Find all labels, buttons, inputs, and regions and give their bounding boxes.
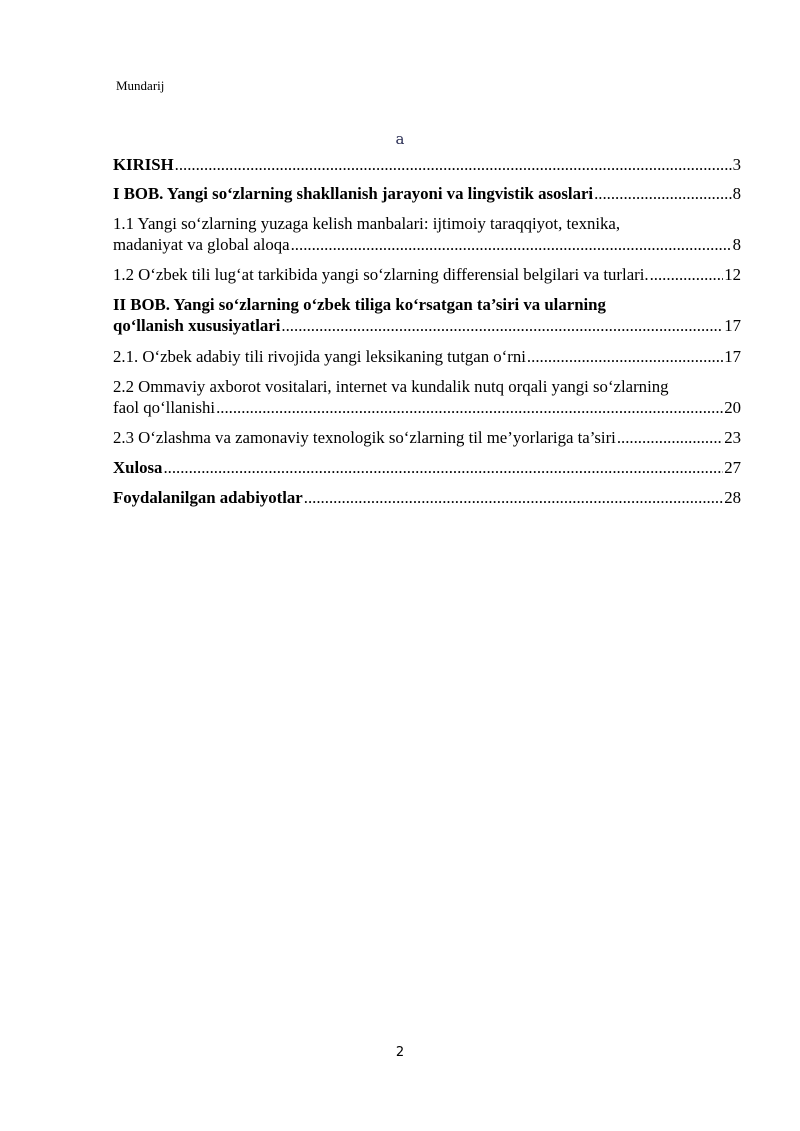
dot-leader [650,264,724,285]
toc-entry-page: 12 [724,265,741,284]
toc-entry-page: 27 [724,458,741,477]
toc-entry-title-line: 1.1 Yangi so‘zlarning yuzaga kelish manbalari: ijtimoiy taraqqiyot, texnika, [113,214,621,233]
toc-entry-title: 1.2 O‘zbek tili lug‘at tarkibida yangi so‘zlarning differensial belgilari va turlari. [113,265,649,284]
dot-leader [175,154,732,175]
toc-entry-page: 8 [732,235,741,254]
toc-entry-page: 17 [724,347,741,366]
toc-heading: a [395,130,405,148]
toc-entry-page: 28 [724,488,741,507]
toc-entry-title-line: II BOB. Yangi so‘zlarning o‘zbek tiliga ko‘rsatgan ta’siri va ularning [113,295,606,314]
toc-entry-title: Foydalanilgan adabiyotlar [113,488,303,507]
toc-entry-section-2-1[interactable] [113,346,741,367]
toc-entry-title: 2.1. O‘zbek adabiy tili rivojida yangi leksikaning tutgan o‘rni [113,347,526,366]
toc-entry-title: I BOB. Yangi so‘zlarning shakllanish jarayoni va lingvistik asoslari [113,184,594,203]
toc-entry-chapter-2[interactable] [113,294,741,336]
toc-entry-kirish[interactable] [113,154,741,175]
toc-entry-references[interactable] [113,487,741,508]
toc-entry-page: 8 [732,184,741,203]
toc-entry-chapter-1[interactable] [113,183,741,204]
toc-entry-page: 17 [724,316,741,335]
toc-entry-page: 23 [724,428,741,447]
toc-entry-section-2-3[interactable] [113,427,741,448]
toc-entry-title-line: 2.2 Ommaviy axborot vositalari, internet va kundalik nutq orqali yangi so‘zlarning [113,377,669,396]
toc-entry-section-2-2[interactable] [113,376,741,418]
dot-leader [291,234,732,255]
toc-entry-title: KIRISH [113,155,174,174]
toc-entry-section-1-2[interactable] [113,264,741,285]
toc-entry-xulosa[interactable] [113,457,741,478]
dot-leader [617,427,723,448]
toc-entry-page: 3 [732,155,741,174]
dot-leader [163,457,723,478]
page-header: Mundarij [116,78,165,93]
dot-leader [594,183,732,204]
toc-entry-title: Xulosa [113,458,163,477]
toc-entry-title: 2.3 O‘zlashma va zamonaviy texnologik so‘zlarning til me’yorlariga ta’siri [113,428,616,447]
dot-leader [281,315,723,336]
toc-entry-title: faol qo‘llanishi [113,398,216,417]
toc-entry-section-1-1[interactable] [113,213,741,255]
page-number: 2 [395,1045,405,1060]
toc-entry-title: madaniyat va global aloqa [113,235,290,254]
toc-entry-title: qo‘llanish xususiyatlari [113,316,281,335]
dot-leader [304,487,723,508]
table-of-contents [113,154,741,508]
dot-leader [216,397,723,418]
dot-leader [527,346,723,367]
toc-entry-page: 20 [724,398,741,417]
